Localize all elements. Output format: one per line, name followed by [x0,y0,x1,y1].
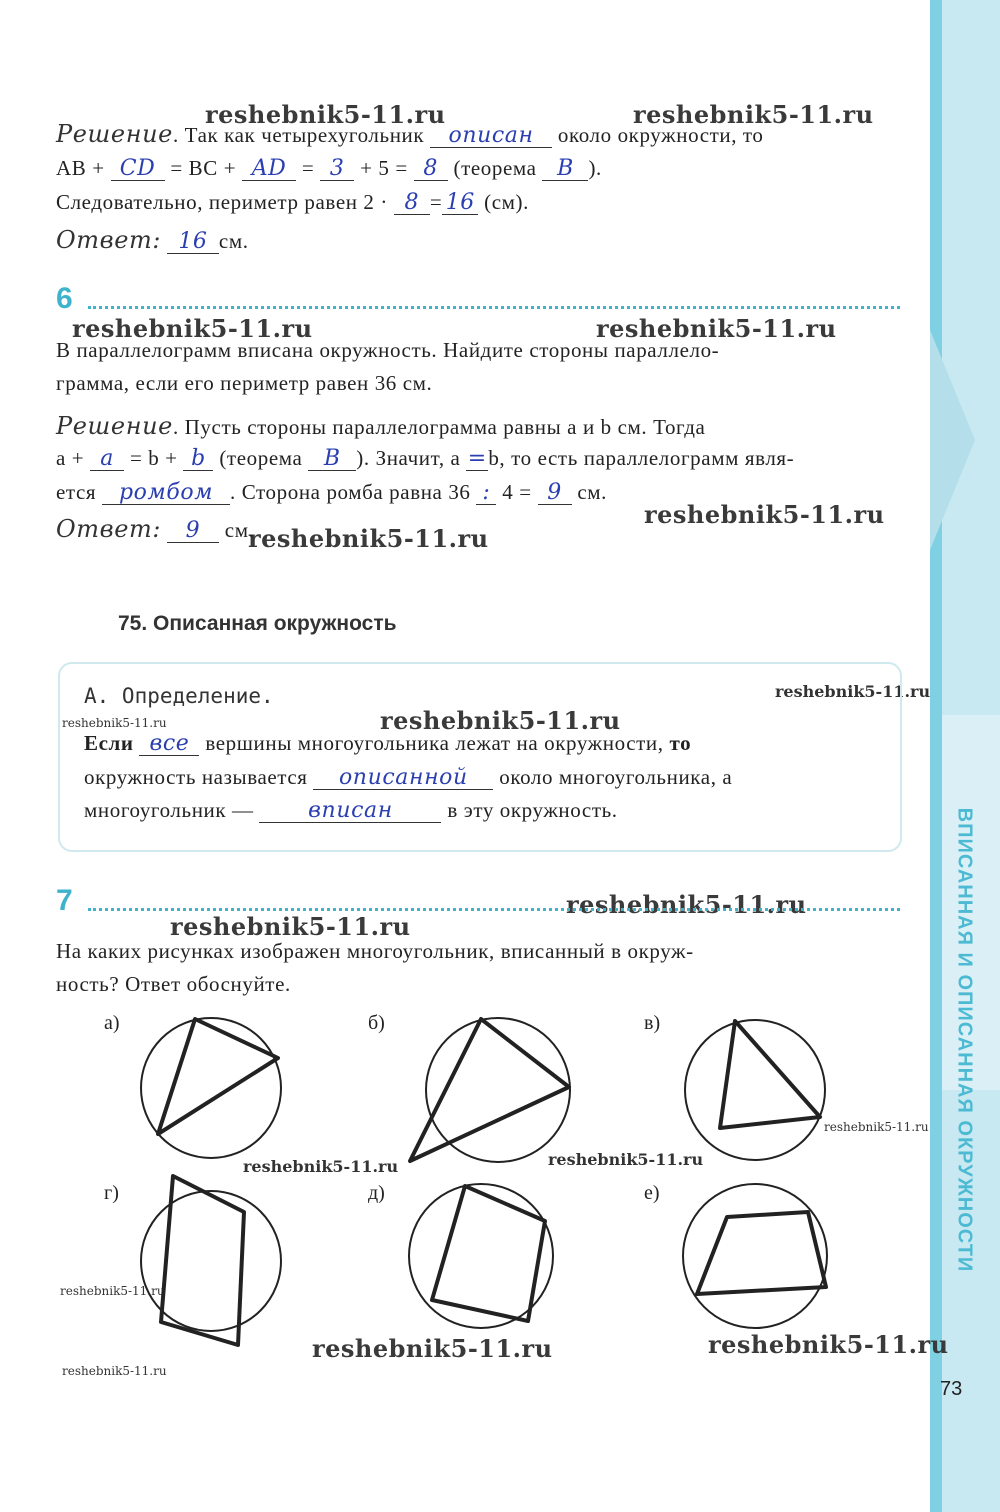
watermark: reshebnik5-11.ru [243,1157,399,1176]
watermark: reshebnik5-11.ru [380,706,621,735]
task5-line3: Следовательно, периметр равен 2 · 8 = 16 (см). [56,190,530,215]
watermark: reshebnik5-11.ru [644,500,885,529]
watermark: reshebnik5-11.ru [62,716,167,730]
definition-line-1: Если все вершины многоугольника лежат на окружности, то [84,731,692,756]
figure-label: г) [104,1182,119,1204]
definition-line-3: многоугольник — вписан в эту окружность. [84,798,618,823]
answer-blank: CD [111,157,165,181]
figure-label: а) [104,1012,120,1034]
answer-blank: 8 [414,157,448,181]
watermark: reshebnik5-11.ru [566,890,807,919]
figure-e [683,1184,827,1328]
answer-blank: AD [242,157,296,181]
watermark: reshebnik5-11.ru [824,1120,929,1134]
figure-g [141,1176,281,1345]
answer-blank: вписан [259,799,441,823]
answer-blank: ромбом [102,481,230,505]
watermark: reshebnik5-11.ru [312,1334,553,1363]
figure-d [409,1184,553,1328]
figure-v [685,1020,825,1160]
watermark: reshebnik5-11.ru [72,314,313,343]
page-number: 73 [940,1378,963,1400]
sidebar-title: ВПИСАННАЯ И ОПИСАННАЯ ОКРУЖНОСТИ [953,807,976,1273]
answer-blank: = [467,446,487,471]
solution-label: Решение [56,412,173,440]
watermark: reshebnik5-11.ru [170,912,411,941]
task5-line2: AB + CD = BC + AD = 3 + 5 = 8 (теорема B ). [56,156,602,181]
answer-blank: 9 [167,519,219,543]
answer-label: Ответ: [56,226,162,254]
task6-solution-3: ется ромбом . Сторона ромба равна 36 : 4 = 9 см. [56,480,608,505]
answer-blank: B [308,447,356,471]
task6-answer: Ответ: 9 см. [56,515,255,543]
answer-blank: 3 [320,157,354,181]
answer-blank: B [542,157,588,181]
task7-condition-1: На каких рисунках изображен многоугольник, вписанный в окруж- [56,939,694,963]
watermark: reshebnik5-11.ru [596,314,837,343]
watermark: reshebnik5-11.ru [248,524,489,553]
answer-blank: все [139,732,199,756]
answer-blank: 8 [394,191,430,215]
task7-condition-2: ность? Ответ обоснуйте. [56,972,291,996]
watermark: reshebnik5-11.ru [205,100,446,129]
task6-condition-1: В параллелограмм вписана окружность. Найдите стороны параллело- [56,338,720,362]
task-number: 7 [56,884,73,917]
figure-a [141,1018,281,1158]
figure-label: д) [368,1182,385,1204]
figure-b [410,1018,570,1162]
solution-label: Решение [56,120,173,148]
answer-blank: описан [430,124,552,148]
watermark: reshebnik5-11.ru [708,1330,949,1359]
task6-solution-2: a + a = b + b (теорема B ). Значит, a =b, то есть параллелограмм явля- [56,446,795,471]
answer-blank: описанной [313,766,493,790]
task6-condition-2: грамма, если его периметр равен 36 см. [56,371,433,395]
answer-label: Ответ: [56,515,162,543]
answer-blank: 16 [167,230,219,254]
figure-label: е) [644,1182,660,1204]
task-number: 6 [56,282,73,315]
definition-label: А. Определение. [84,684,274,708]
definition-line-2: окружность называется описанной около многоугольника, а [84,765,733,790]
watermark: reshebnik5-11.ru [775,682,931,701]
watermark: reshebnik5-11.ru [548,1150,704,1169]
answer-blank: b [183,447,213,471]
figure-label: б) [368,1012,385,1034]
task6-solution-1: Решение. Пусть стороны параллелограмма равны a и b см. Тогда [56,412,706,440]
figure-label: в) [644,1012,661,1034]
answer-blank: 9 [538,481,572,505]
watermark: reshebnik5-11.ru [633,100,874,129]
watermark: reshebnik5-11.ru [60,1284,165,1298]
section-title: 75. Описанная окружность [118,612,397,635]
answer-blank: : [476,481,496,505]
task5-line1: Решение. Так как четырехугольник описан около окружности, то [56,120,764,148]
task5-answer: Ответ: 16 см. [56,226,249,254]
answer-blank: 16 [442,191,478,215]
watermark: reshebnik5-11.ru [62,1364,167,1378]
answer-blank: a [90,447,124,471]
